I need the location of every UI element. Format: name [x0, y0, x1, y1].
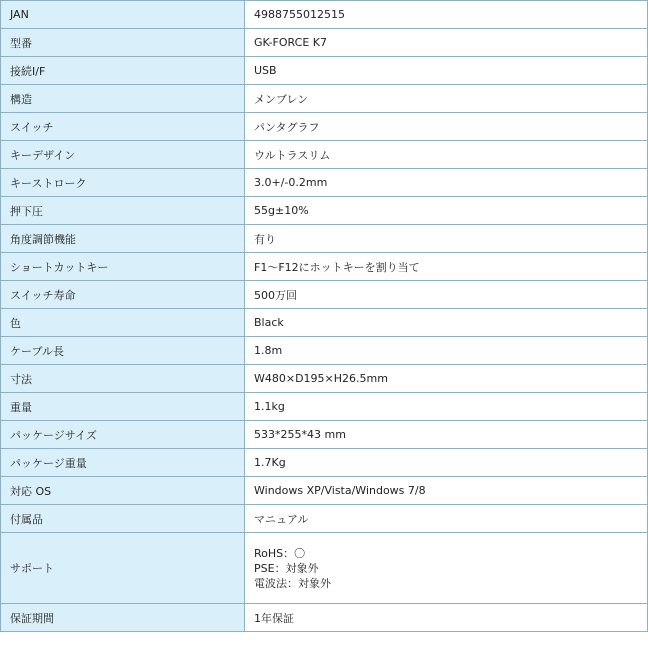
- row-label-jan: JAN: [1, 1, 245, 29]
- row-label-switch-life: スイッチ寿命: [1, 281, 245, 309]
- row-label-cable-length: ケーブル長: [1, 337, 245, 365]
- row-value-accessories: マニュアル: [245, 505, 648, 533]
- row-value-actuation-force: 55g±10%: [245, 197, 648, 225]
- row-value-warranty: 1年保証: [245, 604, 648, 632]
- table-row: [1, 29, 648, 57]
- row-value-dimensions: W480×D195×H26.5mm: [245, 365, 648, 393]
- row-label-tilt-adjust: 角度調節機能: [1, 225, 245, 253]
- row-value-package-weight: 1.7Kg: [245, 449, 648, 477]
- row-label-shortcut-keys: ショートカットキー: [1, 253, 245, 281]
- row-value-weight: 1.1kg: [245, 393, 648, 421]
- table-row: [1, 1, 648, 29]
- row-label-dimensions: 寸法: [1, 365, 245, 393]
- row-label-structure: 構造: [1, 85, 245, 113]
- row-value-jan: 4988755012515: [245, 1, 648, 29]
- table-row: [1, 281, 648, 309]
- table-row: [1, 253, 648, 281]
- row-label-interface: 接続I/F: [1, 57, 245, 85]
- row-label-color: 色: [1, 309, 245, 337]
- table-row: [1, 57, 648, 85]
- table-row: [1, 393, 648, 421]
- table-row: [1, 505, 648, 533]
- row-label-package-weight: パッケージ重量: [1, 449, 245, 477]
- table-row: [1, 449, 648, 477]
- row-label-supported-os: 対応 OS: [1, 477, 245, 505]
- row-value-model: GK-FORCE K7: [245, 29, 648, 57]
- row-label-key-stroke: キーストローク: [1, 169, 245, 197]
- table-row: [1, 309, 648, 337]
- row-label-support: サポート: [1, 533, 245, 604]
- row-label-actuation-force: 押下圧: [1, 197, 245, 225]
- table-row: [1, 197, 648, 225]
- table-row: [1, 337, 648, 365]
- table-row: [1, 533, 648, 604]
- table-row: [1, 141, 648, 169]
- row-value-structure: メンブレン: [245, 85, 648, 113]
- row-value-switch: パンタグラフ: [245, 113, 648, 141]
- row-label-key-design: キーデザイン: [1, 141, 245, 169]
- table-row: [1, 169, 648, 197]
- row-label-accessories: 付属品: [1, 505, 245, 533]
- row-label-warranty: 保証期間: [1, 604, 245, 632]
- row-value-support: [245, 533, 648, 604]
- row-value-key-stroke: 3.0+/-0.2mm: [245, 169, 648, 197]
- row-value-shortcut-keys: F1～F12にホットキーを割り当て: [245, 253, 648, 281]
- row-value-supported-os: Windows XP/Vista/Windows 7/8: [245, 477, 648, 505]
- table-row: [1, 85, 648, 113]
- row-value-key-design: ウルトラスリム: [245, 141, 648, 169]
- support-radio-law: 電波法：対象外: [254, 576, 331, 590]
- row-value-switch-life: 500万回: [245, 281, 648, 309]
- row-value-cable-length: 1.8m: [245, 337, 648, 365]
- row-label-switch: スイッチ: [1, 113, 245, 141]
- row-value-tilt-adjust: 有り: [245, 225, 648, 253]
- table-row: [1, 365, 648, 393]
- table-row: [1, 477, 648, 505]
- row-value-package-size: 533*255*43 mm: [245, 421, 648, 449]
- row-value-interface: USB: [245, 57, 648, 85]
- support-pse: PSE：対象外: [254, 561, 319, 575]
- row-label-package-size: パッケージサイズ: [1, 421, 245, 449]
- row-label-model: 型番: [1, 29, 245, 57]
- support-rohs: RoHS：〇: [254, 546, 306, 560]
- table-row: [1, 225, 648, 253]
- row-label-weight: 重量: [1, 393, 245, 421]
- table-row: [1, 113, 648, 141]
- row-value-color: Black: [245, 309, 648, 337]
- table-row: [1, 421, 648, 449]
- table-row: [1, 604, 648, 632]
